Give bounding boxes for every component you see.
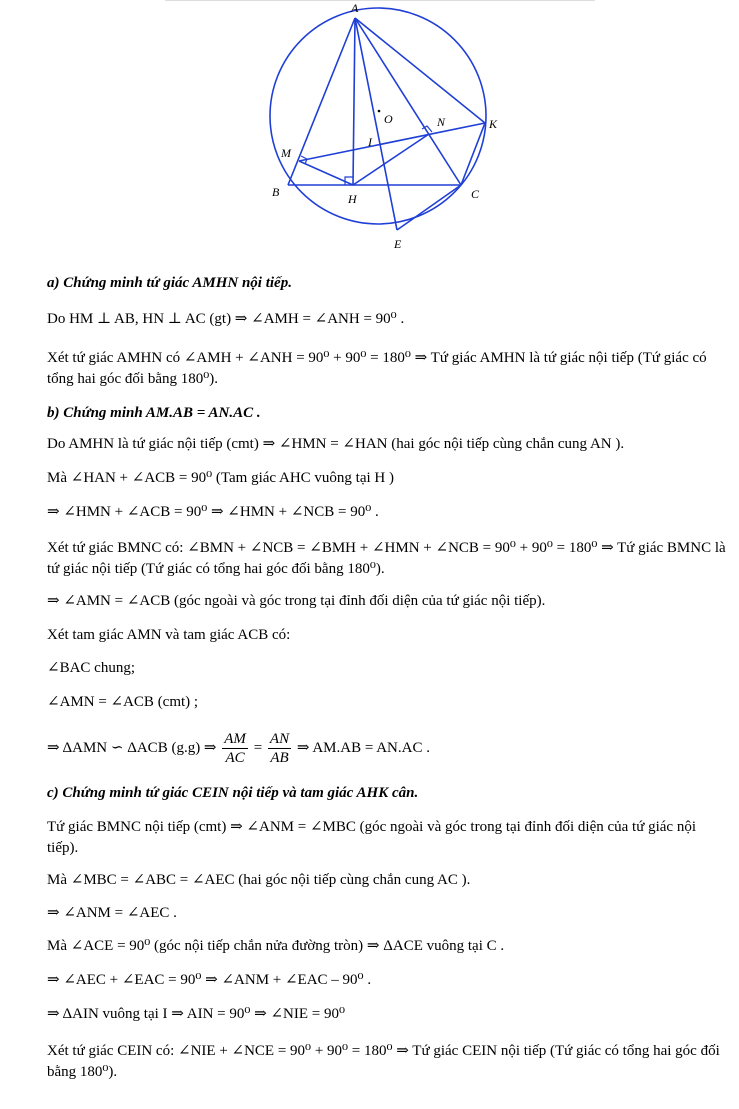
proof-line: ⇒ ∠AEC + ∠EAC = 90⁰ ⇒ ∠ANM + ∠EAC – 90⁰ . — [47, 972, 372, 988]
proof-line: ∠AMN = ∠ACB (cmt) ; — [47, 694, 199, 710]
similarity-right: ⇒ AM.AB = AN.AC . — [296, 740, 430, 756]
label-A: A — [351, 1, 359, 15]
label-B: B — [272, 185, 280, 199]
label-N: N — [437, 115, 446, 129]
segment-CK — [461, 123, 485, 185]
fraction-denominator: AB — [270, 750, 289, 767]
proof-line: Mà ∠ACE = 90⁰ (góc nội tiếp chắn nửa đường tròn) ⇒ ΔACE vuông tại C . — [47, 938, 505, 954]
part-a-heading: a) Chứng minh tứ giác AMHN nội tiếp. — [47, 275, 292, 291]
label-K: K — [489, 117, 498, 131]
similarity-line — [47, 730, 727, 767]
proof-line: Xét tứ giác BMNC có: ∠BMN + ∠NCB = ∠BMH + ∠HMN + ∠NCB = 90⁰ + 90⁰ = 180⁰ ⇒ Tứ giác BMNC là tứ giác nội tiếp (Tứ giác có tổng hai góc đối bằng 180⁰). — [47, 540, 726, 577]
fraction-am-ac — [222, 730, 248, 767]
proof-line: Do HM ⊥ AB, HN ⊥ AC (gt) ⇒ ∠AMH = ∠ANH = 90⁰ . — [47, 311, 405, 327]
proof-line: ∠BAC chung; — [47, 660, 135, 676]
proof-line: Mà ∠HAN + ∠ACB = 90⁰ (Tam giác AHC vuông tại H ) — [47, 470, 394, 486]
fraction-denominator: AC — [225, 750, 245, 767]
segment-CE — [397, 185, 461, 230]
label-E: E — [394, 237, 402, 251]
fraction-an-ab — [268, 730, 291, 767]
proof-line: Xét tam giác AMN và tam giác ACB có: — [47, 627, 291, 643]
label-C: C — [471, 187, 480, 201]
proof-line: ⇒ ∠HMN + ∠ACB = 90⁰ ⇒ ∠HMN + ∠NCB = 90⁰ . — [47, 504, 379, 520]
similarity-left: ⇒ ΔAMN ∽ ΔACB (g.g) ⇒ — [47, 740, 217, 756]
circumcircle — [270, 8, 486, 224]
proof-line: Xét tứ giác CEIN có: ∠NIE + ∠NCE = 90⁰ + 90⁰ = 180⁰ ⇒ Tứ giác CEIN nội tiếp (Tứ giác có tổng hai góc đối bằng 180⁰). — [47, 1043, 720, 1080]
proof-line: ⇒ ΔAIN vuông tại I ⇒ AIN = 90⁰ ⇒ ∠NIE = 90⁰ — [47, 1006, 346, 1022]
label-H: H — [348, 192, 357, 206]
part-b-heading: b) Chứng minh AM.AB = AN.AC . — [47, 405, 261, 421]
segment-AK — [355, 18, 485, 123]
label-M: M — [281, 146, 291, 160]
proof-line: Tứ giác BMNC nội tiếp (cmt) ⇒ ∠ANM = ∠MBC (góc ngoài và góc trong tại đỉnh đối diện của tứ giác nội tiếp). — [47, 819, 696, 856]
label-I: I — [368, 135, 372, 149]
fraction-equals: = — [253, 740, 263, 756]
proof-line: Xét tứ giác AMHN có ∠AMH + ∠ANH = 90⁰ + 90⁰ = 180⁰ ⇒ Tứ giác AMHN là tứ giác nội tiếp (Tứ giác có tổng hai góc đối bằng 180⁰). — [47, 350, 707, 387]
segment-AH — [353, 18, 355, 185]
proof-line: ⇒ ∠AMN = ∠ACB (góc ngoài và góc trong tại đỉnh đối diện của tứ giác nội tiếp). — [47, 593, 546, 609]
segment-MK — [299, 123, 485, 161]
proof-line: ⇒ ∠ANM = ∠AEC . — [47, 905, 177, 921]
proof-line: Do AMHN là tứ giác nội tiếp (cmt) ⇒ ∠HMN = ∠HAN (hai góc nội tiếp cùng chắn cung AN ). — [47, 436, 625, 452]
geometry-figure — [255, 0, 515, 252]
fraction-numerator: AM — [224, 731, 246, 748]
part-c-heading: c) Chứng minh tứ giác CEIN nội tiếp và tam giác AHK cân. — [47, 785, 419, 801]
fraction-numerator: AN — [269, 731, 290, 748]
label-O: O — [384, 112, 393, 126]
proof-line: Mà ∠MBC = ∠ABC = ∠AEC (hai góc nội tiếp cùng chắn cung AC ). — [47, 872, 471, 888]
center-O-dot — [378, 110, 381, 113]
